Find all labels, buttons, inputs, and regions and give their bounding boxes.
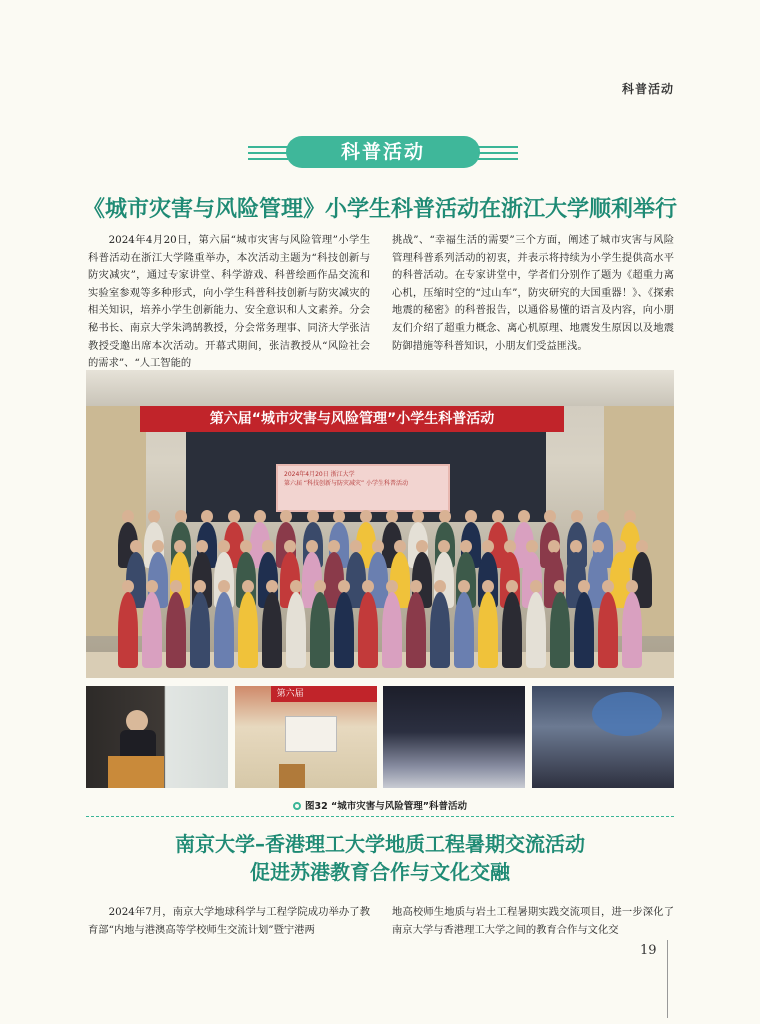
crowd-person-body	[142, 592, 162, 668]
crowd-person-body	[478, 592, 498, 668]
crowd-person-body	[118, 592, 138, 668]
thumbnail-lab	[532, 686, 674, 788]
article2-title-line2: 促进苏港教育合作与文化交融	[250, 860, 510, 884]
article2-title	[60, 830, 700, 886]
screen-line-1: 2024年4月20日 浙江大学	[284, 471, 355, 478]
photo-ceiling	[86, 370, 674, 406]
group-photo	[86, 370, 674, 678]
crowd-person-body	[550, 592, 570, 668]
photo-event-banner: 第六届“城市灾害与风险管理”小学生科普活动	[140, 406, 564, 432]
photo-crowd	[112, 510, 652, 670]
article2-body	[88, 904, 674, 940]
screen-line-2: 第六届 “科技创新与防灾减灾” 小学生科普活动	[284, 480, 409, 487]
section-tag: 科普活动	[621, 82, 674, 96]
crowd-person-body	[334, 592, 354, 668]
banner-lines-right	[478, 142, 518, 164]
banner-pill: 科普活动	[286, 136, 480, 168]
page-number-rule	[667, 940, 668, 1018]
crowd-person-body	[190, 592, 210, 668]
photo-projection-screen	[276, 464, 450, 512]
thumbnail-row	[86, 686, 674, 788]
thumbnail-red-banner: 第六届	[271, 686, 377, 702]
crowd-person-body	[262, 592, 282, 668]
article2-title-line1: 南京大学–香港理工大学地质工程暑期交流活动	[175, 832, 585, 856]
crowd-person-body	[358, 592, 378, 668]
crowd-person-body	[454, 592, 474, 668]
thumbnail-lecture	[86, 686, 228, 788]
crowd-person-body	[622, 592, 642, 668]
article2-column-left: 2024年7月，南京大学地球科学与工程学院成功举办了教育部“内地与港澳高等学校师生交流计划”暨宁港两	[88, 906, 370, 936]
page-number: 19	[640, 943, 657, 958]
crowd-person-body	[214, 592, 234, 668]
banner-lines-left	[248, 142, 288, 164]
section-banner	[248, 136, 518, 170]
crowd-person-body	[238, 592, 258, 668]
thumbnail-students	[383, 686, 525, 788]
article1-column-left: 2024年4月20日，第六届“城市灾害与风险管理”小学生科普活动在浙江大学隆重举办，本次活动主题为“科技创新与防灾减灾”，通过专家讲堂、科学游戏、科普绘画作品交流和实验室参观等多种形式，向小学生科普科技创新与防灾减灾的相关知识，培养小学生创新能力、安全意识和人文素养。分会秘书长、南京大学朱鸿鹄教授，分会常务理事、同济大学张洁教授受邀出席本次活动。开幕式期间，张洁教授从“风险社会的需求”、“人工智能的	[88, 234, 370, 370]
crowd-person-body	[526, 592, 546, 668]
article1-body	[88, 232, 674, 370]
crowd-person-body	[574, 592, 594, 668]
figure-caption	[0, 798, 760, 812]
section-divider	[86, 816, 674, 817]
crowd-person-body	[406, 592, 426, 668]
article2-column-right: 地高校师生地质与岩土工程暑期实践交流项目，进一步深化了南京大学与香港理工大学之间的教育合作与文化交	[392, 906, 674, 936]
caption-bullet-icon	[293, 802, 301, 810]
crowd-person-body	[286, 592, 306, 668]
article1-title: 《城市灾害与风险管理》小学生科普活动在浙江大学顺利举行	[82, 197, 677, 222]
caption-text: 图32 “城市灾害与风险管理”科普活动	[304, 801, 467, 812]
thumbnail-stage	[235, 686, 377, 788]
crowd-person-body	[310, 592, 330, 668]
crowd-person-body	[166, 592, 186, 668]
crowd-person-body	[502, 592, 522, 668]
crowd-person-body	[430, 592, 450, 668]
crowd-person-body	[598, 592, 618, 668]
article1-column-right: 挑战”、“幸福生活的需要”三个方面，阐述了城市灾害与风险管理科普系列活动的初衷，并表示将持续为小学生提供高水平的科普活动。在专家讲堂中，学者们分别作了题为《超重力离心机，压缩时空的“过山车”，防灾研究的大国重器！》、《探索地震的秘密》的科普报告，以通俗易懂的语言及内容，向小朋友们介绍了超重力概念、离心机原理、地震发生原因以及地震防御措施等科普知识，小朋友们受益匪浅。	[392, 234, 674, 352]
crowd-person-body	[382, 592, 402, 668]
